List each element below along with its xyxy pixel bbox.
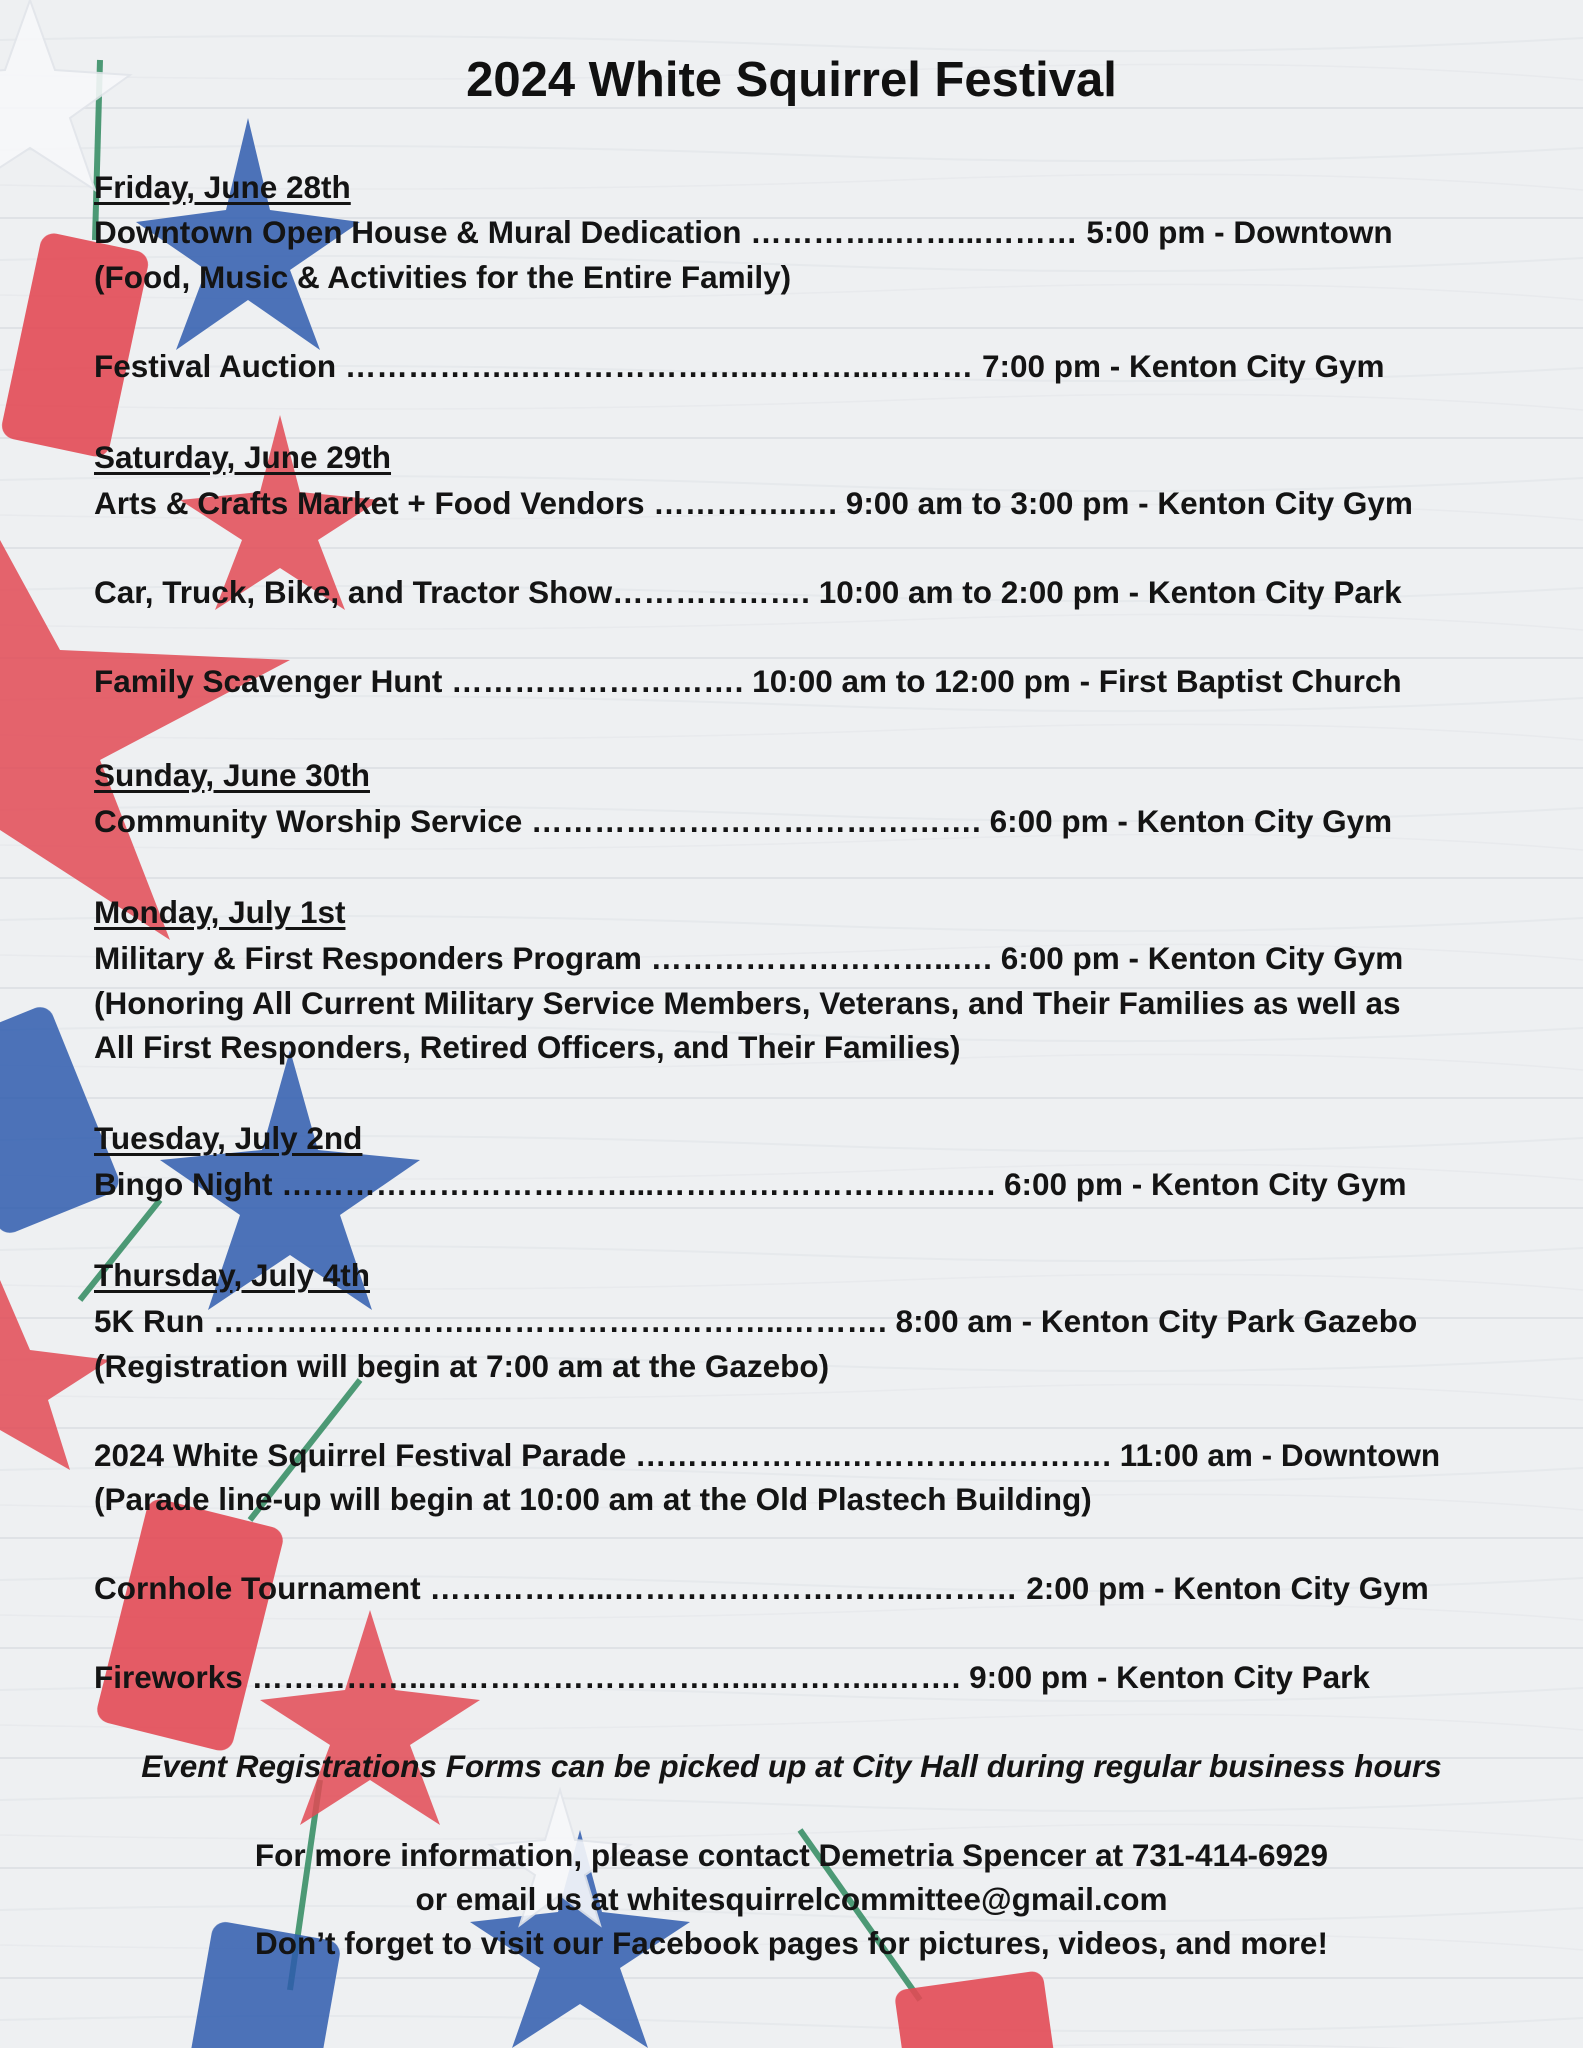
day-heading-sunday: Sunday, June 30th — [94, 757, 370, 793]
event-line-military — [94, 938, 1403, 978]
event-name: Festival Auction — [94, 348, 337, 384]
contact-line: For more information, please contact Demetria Spencer at 731-414-6929 — [254, 1837, 1329, 1873]
event-time: 6:00 pm - Kenton City Gym — [1004, 1166, 1407, 1202]
day-heading-tuesday: Tuesday, July 2nd — [94, 1120, 363, 1156]
event-time: 10:00 am to 2:00 pm - Kenton City Park — [818, 574, 1402, 610]
event-note: All First Responders, Retired Officers, and Their Families) — [94, 1029, 961, 1065]
event-time: 6:00 pm - Kenton City Gym — [989, 803, 1393, 839]
event-line-parade — [94, 1435, 1440, 1475]
contact-email-line: or email us at whitesquirrelcommittee@gmail.com — [415, 1881, 1168, 1917]
event-name: Bingo Night — [94, 1166, 273, 1202]
event-time: 5:00 pm - Downtown — [1086, 214, 1393, 250]
day-heading-friday: Friday, June 28th — [94, 169, 351, 205]
event-name: 2024 White Squirrel Festival Parade — [94, 1437, 627, 1473]
facebook-line: Don’t forget to visit our Facebook pages for pictures, videos, and more! — [255, 1925, 1328, 1961]
event-name: 5K Run — [94, 1303, 205, 1339]
dot-leader: ………………………..…. — [650, 940, 992, 976]
event-note: (Honoring All Current Military Service Members, Veterans, and Their Families as well as — [94, 985, 1401, 1021]
event-note: (Registration will begin at 7:00 am at the Gazebo) — [94, 1348, 830, 1384]
day-heading-saturday: Saturday, June 29th — [94, 439, 392, 475]
event-line-arts-crafts — [94, 483, 1413, 523]
event-note: (Food, Music & Activities for the Entire Family) — [94, 259, 792, 295]
event-line-open-house — [94, 212, 1393, 252]
event-line-scavenger-hunt — [94, 661, 1402, 701]
event-name: Military & First Responders Program — [94, 940, 642, 976]
registration-note: Event Registrations Forms can be picked up at City Hall during regular business hours — [141, 1748, 1442, 1784]
event-line-fireworks — [94, 1657, 1370, 1697]
event-name: Fireworks — [94, 1659, 243, 1695]
event-time: 7:00 pm - Kenton City Gym — [981, 348, 1385, 384]
event-name: Downtown Open House & Mural Dedication — [94, 214, 742, 250]
event-note: (Parade line-up will begin at 10:00 am at the Old Plastech Building) — [94, 1481, 1092, 1517]
event-line-worship — [94, 801, 1392, 841]
day-heading-monday: Monday, July 1st — [94, 894, 346, 930]
page-title: 2024 White Squirrel Festival — [466, 53, 1117, 107]
event-line-bingo — [94, 1164, 1407, 1204]
dot-leader: ………………. — [612, 574, 810, 610]
dot-leader: …………..…. — [653, 485, 838, 521]
event-time: 11:00 am - Downtown — [1119, 1437, 1441, 1473]
event-name: Cornhole Tournament — [94, 1570, 421, 1606]
event-name: Arts & Crafts Market + Food Vendors — [94, 485, 645, 521]
dot-leader: ……………………………………. — [531, 803, 981, 839]
event-line-5k-run — [94, 1301, 1417, 1341]
event-line-cornhole — [94, 1568, 1429, 1608]
dot-leader: …………..……...……… — [750, 214, 1078, 250]
event-name: Family Scavenger Hunt — [94, 663, 443, 699]
event-line-auction — [94, 346, 1385, 386]
event-name: Car, Truck, Bike, and Tractor Show — [94, 574, 613, 610]
event-line-car-show — [94, 572, 1402, 612]
dot-leader: ………………………. — [451, 663, 744, 699]
dot-leader: ……………………………...………………………..…. — [281, 1166, 996, 1202]
dot-leader: ……………...………………………...……… — [429, 1570, 1018, 1606]
event-time: 6:00 pm - Kenton City Gym — [1000, 940, 1404, 976]
dot-leader: ………………..…………….………. — [635, 1437, 1112, 1473]
event-time: 9:00 pm - Kenton City Park — [969, 1659, 1370, 1695]
dot-leader: ……………..…………………………...………...……. — [251, 1659, 961, 1695]
event-time: 8:00 am - Kenton City Park Gazebo — [895, 1303, 1418, 1339]
event-time: 9:00 am to 3:00 pm - Kenton City Gym — [845, 485, 1413, 521]
event-time: 2:00 pm - Kenton City Gym — [1026, 1570, 1429, 1606]
event-time: 10:00 am to 12:00 pm - First Baptist Church — [752, 663, 1402, 699]
event-name: Community Worship Service — [94, 803, 523, 839]
dot-leader: ……………………..………………………..………. — [213, 1303, 887, 1339]
dot-leader: ……………..…………………..………...……… — [344, 348, 974, 384]
day-heading-thursday: Thursday, July 4th — [94, 1257, 370, 1293]
